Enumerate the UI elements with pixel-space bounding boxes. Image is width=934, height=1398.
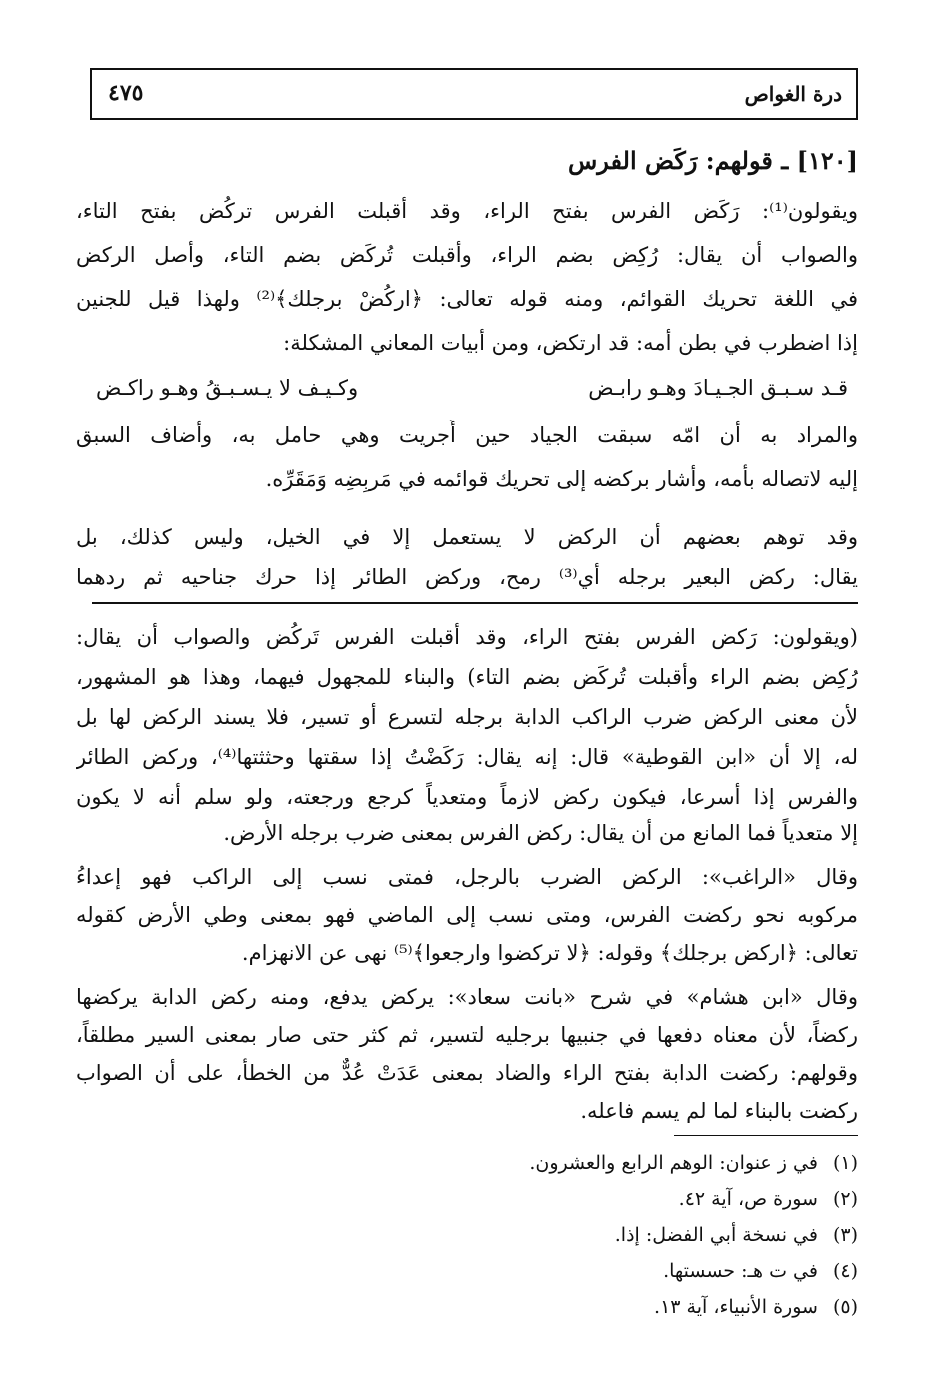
commentary-line: وقولهم: ركضت الدابة بفتح الراء والضاد بمعنى عَدَتْ عُدٌّ من الخطأ، على أن الصواب <box>76 1061 858 1085</box>
commentary-line: مركوبه نحو ركضت الفرس، ومتى نسب إلى الماضي فهو بمعنى وطي الأرض كقوله <box>76 903 858 927</box>
poetry-verse <box>76 376 858 410</box>
main-text-line: والصواب أن يقال: رُكِض بضم الراء، وأقبلت تُركَض بضم التاء، وأصل الركض <box>76 243 858 267</box>
main-text-line: ويقولون⁽¹⁾: رَكَض الفرس بفتح الراء، وقد أقبلت الفرس تركُض بفتح التاء، <box>76 199 858 223</box>
main-text-line: والمراد به أن امّه سبقت الجياد حين أُجريت وهي حامل به، وأضاف السبق <box>76 423 858 447</box>
commentary-line: إلا متعدياً فما المانع من أن يقال: ركض الفرس بمعنى ضرب برجله الأرض. <box>223 821 858 845</box>
footnote-text: سورة الأنبياء، آية ١٣. <box>654 1296 818 1318</box>
footnote-text: في نسخة أبي الفضل: إذا. <box>614 1224 818 1246</box>
commentary-line: وقال «الراغب»: الركض الضرب بالرجل، فمتى نسب إلى الراكب فهو إعداءُ <box>76 865 858 889</box>
footnote-divider <box>674 1135 858 1136</box>
main-text-line: وقد توهم بعضهم أن الركض لا يستعمل إلا في الخيل، وليس كذلك، بل <box>76 525 858 549</box>
footnote <box>679 1186 858 1212</box>
footnote-text: سورة ص، آية ٤٢. <box>678 1188 818 1210</box>
commentary-line: وقال «ابن هشام» في شرح «بانت سعاد»: يركض يدفع، ومنه ركض الدابة يركضها <box>76 985 858 1009</box>
verse-first-hemistich: قـد سـبـق الجـيـادَ وهـو رابـض <box>588 376 848 400</box>
page-number: ٤٧٥ <box>108 80 144 106</box>
commentary-line: (ويقولون: رَكض الفرس بفتح الراء، وقد أقبلت الفرس تَركُض والصواب أن يقال: <box>76 625 858 649</box>
commentary-divider <box>92 602 858 604</box>
commentary-line: ركضت بالبناء لما لم يسم فاعله. <box>580 1099 858 1123</box>
main-text-line: في اللغة تحريك القوائم، ومنه قوله تعالى: ﴿اركُضْ برجلك﴾⁽²⁾ ولهذا قيل للجنين <box>76 287 858 311</box>
commentary-line: والفرس إذا أسرعا، فيكون ركض لازماً ومتعدياً كرجع ورجعته، ولو سلم أنه لا يكون <box>76 785 858 809</box>
commentary-line: لأن معنى الركض ضرب الراكب الدابة برجله لتسرع أو تسير، فلا يسند الركض لها بل <box>76 705 858 729</box>
footnote-number: (٥) <box>832 1296 858 1318</box>
footnote-number: (٤) <box>832 1260 858 1282</box>
running-title: درة الغواص <box>744 82 842 106</box>
footnote-number: (٣) <box>832 1224 858 1246</box>
commentary-line: رُكِض بضم الراء وأقبلت تُركَض بضم التاء) والبناء للمجهول فيهما، وهذا هو المشهور، <box>76 665 858 689</box>
footnote-number: (١) <box>832 1152 858 1174</box>
commentary-line: له، إلا أن «ابن القوطية» قال: إنه يقال: رَكَضْتُ إذا سقتها وحثثتها⁽⁴⁾، وركض الطائر <box>76 745 858 769</box>
footnote <box>529 1150 858 1176</box>
commentary-line: ركضاً، لأن معناه دفعها في جنبيها برجليه لتسير، ثم كثر حتى صار بمعنى السير مطلقاً، <box>76 1023 858 1047</box>
page-header <box>90 68 858 120</box>
main-text-line: إليه لاتصاله بأمه، وأشار بركضه إلى تحريك قوائمه في مَربِضِه وَمَقَرِّه. <box>265 467 858 491</box>
footnote-text: في ت هـ: حسستها. <box>663 1260 818 1282</box>
commentary-line: تعالى: ﴿اركض برجلك﴾ وقوله: ﴿لا تركضوا وارجعوا﴾⁽⁵⁾ نهى عن الانهزام. <box>241 941 858 965</box>
footnote <box>654 1294 858 1320</box>
verse-second-hemistich: وكـيـف لا يـسـبـقُ وهـو راكـض <box>96 376 359 400</box>
main-text-line: إذا اضطرب في بطن أمه: قد ارتكض، ومن أبيات المعاني المشكلة: <box>283 331 858 355</box>
section-heading: [١٢٠] ـ قولهم: رَكَض الفرس <box>568 146 858 175</box>
main-text-line: يقال: ركض البعير برجله أي⁽³⁾ رمح، وركض الطائر إذا حرك جناحيه ثم ردهما <box>76 565 858 589</box>
footnote-number: (٢) <box>832 1188 858 1210</box>
footnote <box>663 1258 858 1284</box>
footnote <box>615 1222 858 1248</box>
footnote-text: في ز عنوان: الوهم الرابع والعشرون. <box>529 1152 818 1174</box>
